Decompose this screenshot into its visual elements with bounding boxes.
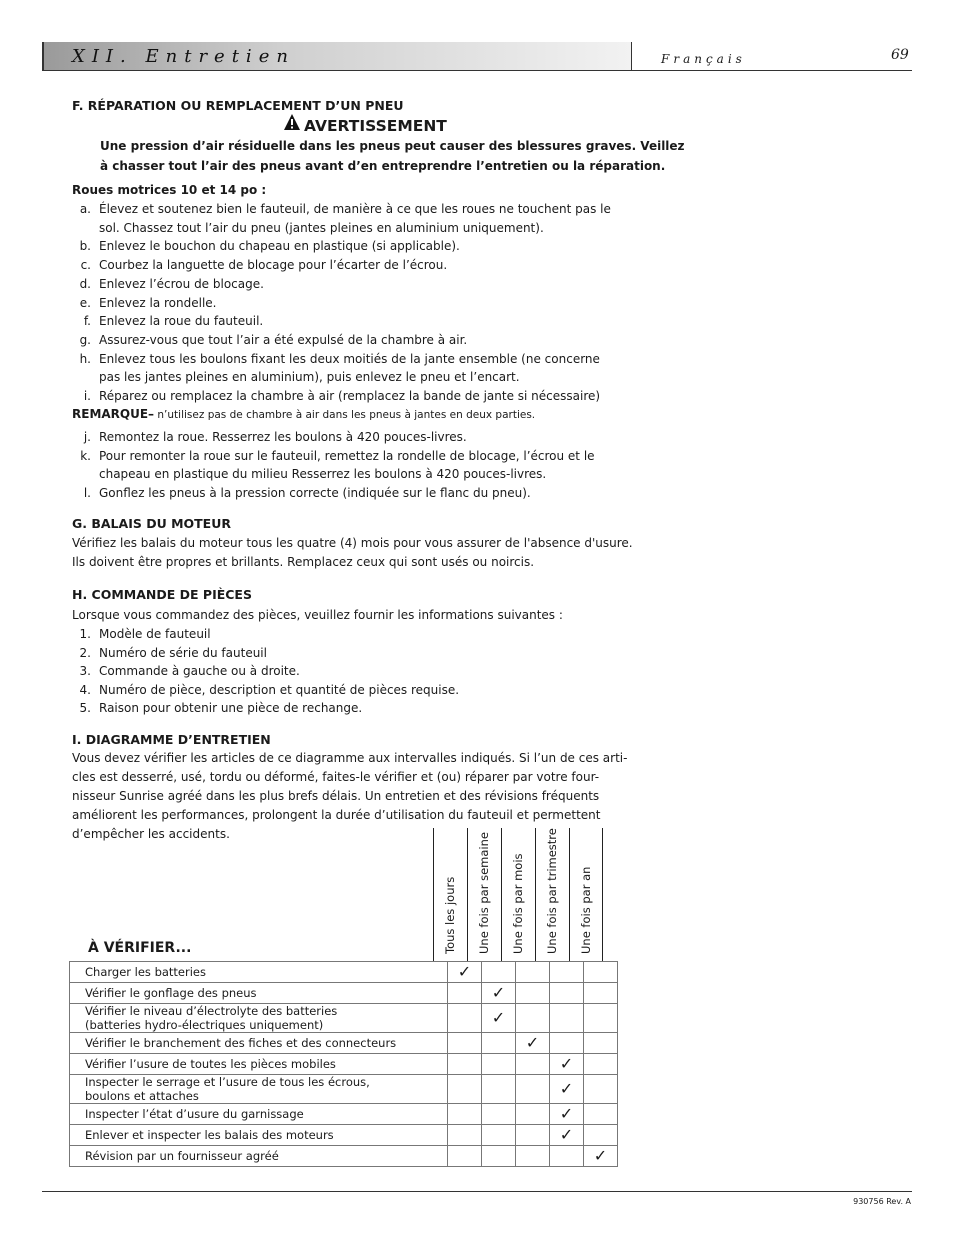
paragraph-line: améliorent les performances, prolongent la durée d’utilisation du fauteuil et permettent: [72, 808, 601, 822]
list-item-label: 4.: [79, 682, 91, 697]
page-number: 69: [891, 47, 909, 63]
list-item-text: Enlevez l’écrou de blocage.: [99, 276, 264, 291]
check-cell: [584, 1104, 618, 1125]
check-cell: [448, 962, 482, 983]
list-item: [55, 294, 217, 313]
check-cell: [448, 1054, 482, 1075]
check-mark-icon: ✓: [559, 1054, 574, 1073]
paragraph-line: Vérifiez les balais du moteur tous les quatre (4) mois pour vous assurer de l'absence d'usure.: [72, 536, 633, 550]
row-item: [70, 1104, 448, 1125]
check-cell: [516, 1033, 550, 1054]
list-item-text: Remontez la roue. Resserrez les boulons à 420 pouces-livres.: [99, 430, 467, 444]
remark-label: REMARQUE–: [72, 407, 155, 421]
warning-line: Une pression d’air résiduelle dans les pneus peut causer des blessures graves. Veillez: [100, 139, 685, 153]
check-cell: [448, 1033, 482, 1054]
list-item-label: l.: [83, 486, 91, 501]
list-item-label: f.: [83, 314, 91, 329]
list-item: [55, 368, 520, 387]
check-cell: [482, 1075, 516, 1104]
check-cell: [550, 1033, 584, 1054]
warning-line: à chasser tout l’air des pneus avant d’en entreprendre l’entretien ou la réparation.: [100, 159, 666, 173]
column-header: Tous les jours: [443, 876, 457, 954]
check-cell: [482, 1146, 516, 1167]
check-cell: [482, 1054, 516, 1075]
paragraph-line: cles est desserré, usé, tordu ou déformé, faites-le vérifier et (ou) réparer par votre four-: [72, 770, 600, 784]
list-item-text: Enlevez le bouchon du chapeau en plastique (si applicable).: [99, 239, 460, 254]
row-item: [70, 1075, 448, 1104]
check-cell: [550, 962, 584, 983]
check-cell: [482, 983, 516, 1004]
paragraph-line: Lorsque vous commandez des pièces, veuillez fournir les informations suivantes :: [72, 608, 563, 622]
check-cell: [516, 1004, 550, 1033]
paragraph-line: Vous devez vérifier les articles de ce diagramme aux intervalles indiqués. Si l’un de ces arti-: [72, 751, 628, 765]
column-header: Une fois par an: [579, 866, 593, 954]
paragraph-line: d’empêcher les accidents.: [72, 827, 230, 841]
check-cell: [584, 983, 618, 1004]
paragraph-line: Ils doivent être propres et brillants. Remplacez ceux qui sont usés ou noircis.: [72, 555, 535, 569]
list-item: [55, 644, 267, 663]
row-item-line: (batteries hydro-électriques uniquement): [85, 1018, 324, 1032]
list-item-text: pas les jantes pleines en aluminium), puis enlevez le pneu et l’encart.: [99, 370, 520, 385]
check-cell: [550, 1146, 584, 1167]
language-label: Français: [661, 52, 746, 66]
header-rule: [631, 70, 912, 71]
list-item-label: g.: [79, 332, 91, 347]
check-cell: [482, 962, 516, 983]
list-item-text: Pour remonter la roue sur le fauteuil, remettez la rondelle de blocage, l’écrou et le: [99, 448, 595, 463]
list-item: [55, 312, 263, 331]
list-item-label: d.: [79, 276, 91, 291]
header-divider: [631, 42, 632, 71]
list-item: [55, 275, 264, 294]
remark: [72, 405, 535, 425]
check-cell: [448, 1075, 482, 1104]
check-cell: [550, 1004, 584, 1033]
check-cell: [516, 1075, 550, 1104]
list-item-text: chapeau en plastique du milieu Resserrez les boulons à 420 pouces-livres.: [99, 467, 547, 482]
check-cell: [584, 1146, 618, 1167]
check-cell: [482, 1004, 516, 1033]
list-item: [55, 428, 467, 447]
list-item-label: i.: [83, 389, 91, 403]
row-item-line: Inspecter l’état d’usure du garnissage: [85, 1107, 304, 1121]
check-cell: [584, 1075, 618, 1104]
list-item: [55, 256, 447, 275]
row-item: [70, 1054, 448, 1075]
table-row: [70, 1054, 618, 1075]
list-item-label: j.: [83, 430, 91, 444]
table-row: [70, 1146, 618, 1167]
check-cell: [516, 1054, 550, 1075]
list-item: [55, 465, 546, 484]
warning-title: AVERTISSEMENT: [304, 117, 447, 135]
drive-wheels-subtitle: Roues motrices 10 et 14 po :: [72, 183, 267, 197]
check-cell: [516, 983, 550, 1004]
list-item-label: k.: [80, 448, 91, 463]
list-item: [55, 219, 544, 238]
list-item: [55, 484, 531, 503]
check-mark-icon: ✓: [457, 962, 472, 981]
list-item-label: c.: [80, 258, 91, 273]
check-cell: [550, 983, 584, 1004]
check-cell: [584, 1004, 618, 1033]
check-mark-icon: ✓: [593, 1146, 608, 1165]
check-cell: [448, 1004, 482, 1033]
check-cell: [448, 1104, 482, 1125]
column-divider: [467, 828, 468, 962]
list-item: [55, 331, 467, 350]
footer-rule: [42, 1191, 912, 1192]
check-cell: [516, 1104, 550, 1125]
list-item-text: Enlevez tous les boulons fixant les deux moitiés de la jante ensemble (ne concerne: [99, 351, 600, 366]
paragraph-line: nisseur Sunrise agréé dans les plus brefs délais. Un entretien et des révisions fréquents: [72, 789, 600, 803]
table-heading: À VÉRIFIER...: [88, 940, 192, 956]
check-cell: [550, 1054, 584, 1075]
section-f-title: F. RÉPARATION OU REMPLACEMENT D’UN PNEU: [72, 98, 404, 113]
list-item: [55, 662, 300, 681]
column-divider: [535, 828, 536, 962]
list-item-text: sol. Chassez tout l’air du pneu (jantes pleines en aluminium uniquement).: [99, 220, 544, 235]
list-item: [55, 447, 595, 466]
row-item: [70, 1125, 448, 1146]
column-header: Une fois par semaine: [477, 832, 491, 954]
check-cell: [448, 1125, 482, 1146]
list-item-label: 3.: [79, 664, 91, 678]
row-item-line: Vérifier le niveau d’électrolyte des batteries: [85, 1004, 338, 1018]
check-cell: [448, 1146, 482, 1167]
table-row: [70, 1125, 618, 1146]
row-item-line: Vérifier le branchement des fiches et des connecteurs: [85, 1036, 397, 1050]
row-item-line: Inspecter le serrage et l’usure de tous les écrous,: [85, 1075, 370, 1089]
doc-reference: 930756 Rev. A: [853, 1197, 911, 1206]
row-item: [70, 1033, 448, 1054]
list-item: [55, 237, 460, 256]
list-item-text: Enlevez la roue du fauteuil.: [99, 314, 264, 329]
list-item-label: 1.: [79, 627, 91, 641]
check-mark-icon: ✓: [559, 1104, 574, 1123]
check-cell: [550, 1125, 584, 1146]
row-item-line: Enlever et inspecter les balais des moteurs: [85, 1128, 334, 1142]
row-item: [70, 962, 448, 983]
check-mark-icon: ✓: [525, 1033, 540, 1052]
check-cell: [448, 983, 482, 1004]
list-item-text: Enlevez la rondelle.: [99, 295, 217, 310]
list-item-text: Élevez et soutenez bien le fauteuil, de manière à ce que les roues ne touchent pas le: [99, 202, 611, 216]
remark-text: n’utilisez pas de chambre à air dans les pneus à jantes en deux parties.: [154, 409, 536, 421]
column-header: Une fois par trimestre: [545, 828, 559, 954]
list-item-text: Courbez la languette de blocage pour l’écarter de l’écrou.: [99, 258, 448, 273]
row-item: [70, 983, 448, 1004]
column-divider: [569, 828, 570, 962]
column-divider: [501, 828, 502, 962]
table-row: [70, 983, 618, 1004]
list-item-text: Numéro de série du fauteuil: [99, 645, 267, 660]
list-item: [55, 681, 459, 700]
row-item: [70, 1004, 448, 1033]
check-cell: [516, 962, 550, 983]
list-item-label: h.: [79, 351, 91, 366]
list-item-label: b.: [79, 239, 91, 254]
list-item: [55, 350, 600, 369]
check-cell: [584, 1033, 618, 1054]
row-item-line: Charger les batteries: [85, 965, 206, 979]
section-g-title: G. BALAIS DU MOTEUR: [72, 516, 231, 531]
list-item-text: Réparez ou remplacez la chambre à air (remplacez la bande de jante si nécessaire): [99, 389, 601, 403]
table-row: [70, 1104, 618, 1125]
row-item-line: boulons et attaches: [85, 1089, 199, 1103]
column-divider: [433, 828, 434, 962]
check-mark-icon: ✓: [559, 1079, 574, 1098]
row-item-line: Vérifier le gonflage des pneus: [85, 986, 257, 1000]
list-item: [55, 699, 362, 718]
list-item-text: Raison pour obtenir une pièce de rechange.: [99, 701, 363, 715]
list-item-text: Assurez-vous que tout l’air a été expulsé de la chambre à air.: [99, 332, 468, 347]
list-item: [55, 200, 611, 219]
list-item-label: 2.: [79, 645, 91, 660]
column-divider: [602, 828, 603, 962]
list-item-text: Numéro de pièce, description et quantité de pièces requise.: [99, 682, 460, 697]
section-h-title: H. COMMANDE DE PIÈCES: [72, 587, 252, 602]
check-cell: [550, 1075, 584, 1104]
check-cell: [516, 1125, 550, 1146]
warning-icon: [283, 113, 301, 131]
table-row: [70, 962, 618, 983]
column-header: Une fois par mois: [511, 853, 525, 954]
check-cell: [584, 1054, 618, 1075]
check-cell: [584, 1125, 618, 1146]
table-row: [70, 1075, 618, 1104]
list-item-text: Commande à gauche ou à droite.: [99, 664, 300, 678]
section-title: XII. Entretien: [72, 46, 295, 67]
section-i-title: I. DIAGRAMME D’ENTRETIEN: [72, 732, 271, 747]
row-item: [70, 1146, 448, 1167]
check-cell: [550, 1104, 584, 1125]
table-row: [70, 1033, 618, 1054]
check-cell: [482, 1104, 516, 1125]
check-mark-icon: ✓: [559, 1125, 574, 1144]
check-mark-icon: ✓: [491, 983, 506, 1002]
check-cell: [482, 1033, 516, 1054]
maintenance-table: [69, 961, 618, 1167]
list-item-label: a.: [79, 202, 91, 216]
list-item: [55, 625, 211, 644]
check-cell: [482, 1125, 516, 1146]
list-item-text: Modèle de fauteuil: [99, 627, 211, 641]
table-row: [70, 1004, 618, 1033]
row-item-line: Révision par un fournisseur agréé: [85, 1149, 279, 1163]
list-item: [55, 387, 600, 406]
check-cell: [584, 962, 618, 983]
row-item-line: Vérifier l’usure de toutes les pièces mobiles: [85, 1057, 336, 1071]
list-item-label: e.: [79, 295, 91, 310]
check-mark-icon: ✓: [491, 1008, 506, 1027]
list-item-label: 5.: [79, 701, 91, 715]
check-cell: [516, 1146, 550, 1167]
list-item-text: Gonflez les pneus à la pression correcte (indiquée sur le flanc du pneu).: [99, 486, 531, 501]
